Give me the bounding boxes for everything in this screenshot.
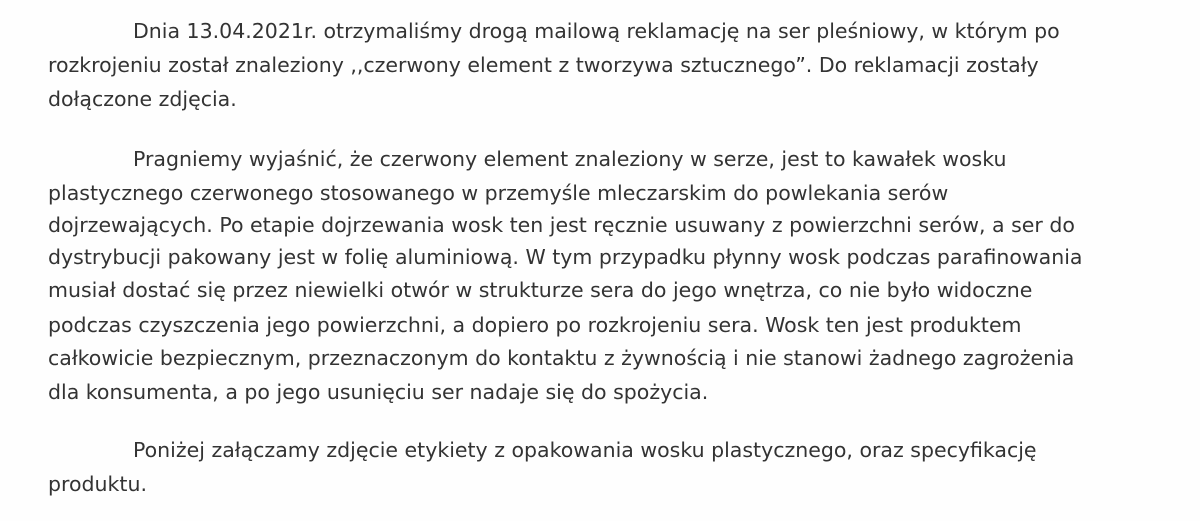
paragraph-line: rozkrojeniu został znaleziony ,,czerwony element z tworzywa sztucznego”. Do reklamacji zostały: [48, 53, 1039, 77]
paragraph-line: dołączone zdjęcia.: [48, 87, 237, 111]
paragraph-line: Pragniemy wyjaśnić, że czerwony element znaleziony w serze, jest to kawałek wosku: [133, 147, 1007, 171]
paragraph-line: Dnia 13.04.2021r. otrzymaliśmy drogą mailową reklamację na ser pleśniowy, w którym po: [133, 19, 1060, 43]
paragraph-line: dla konsumenta, a po jego usunięciu ser nadaje się do spożycia.: [48, 380, 709, 404]
paragraph-line: Poniżej załączamy zdjęcie etykiety z opakowania wosku plastycznego, oraz specyfikację: [133, 438, 1037, 462]
paragraph-line: dystrybucji pakowany jest w folię aluminiową. W tym przypadku płynny wosk podczas parafinowania: [48, 245, 1083, 269]
paragraph-line: produktu.: [48, 472, 147, 496]
paragraph-line: plastycznego czerwonego stosowanego w przemyśle mleczarskim do powlekania serów: [48, 181, 949, 205]
paragraph-line: dojrzewających. Po etapie dojrzewania wosk ten jest ręcznie usuwany z powierzchni serów, a ser do: [48, 213, 1075, 237]
paragraph-line: całkowicie bezpiecznym, przeznaczonym do kontaktu z żywnością i nie stanowi żadnego zagrożenia: [48, 346, 1075, 370]
paragraph-line: musiał dostać się przez niewielki otwór w strukturze sera do jego wnętrza, co nie było widoczne: [48, 278, 1033, 302]
paragraph-line: podczas czyszczenia jego powierzchni, a dopiero po rozkrojeniu sera. Wosk ten jest produktem: [48, 313, 1022, 337]
